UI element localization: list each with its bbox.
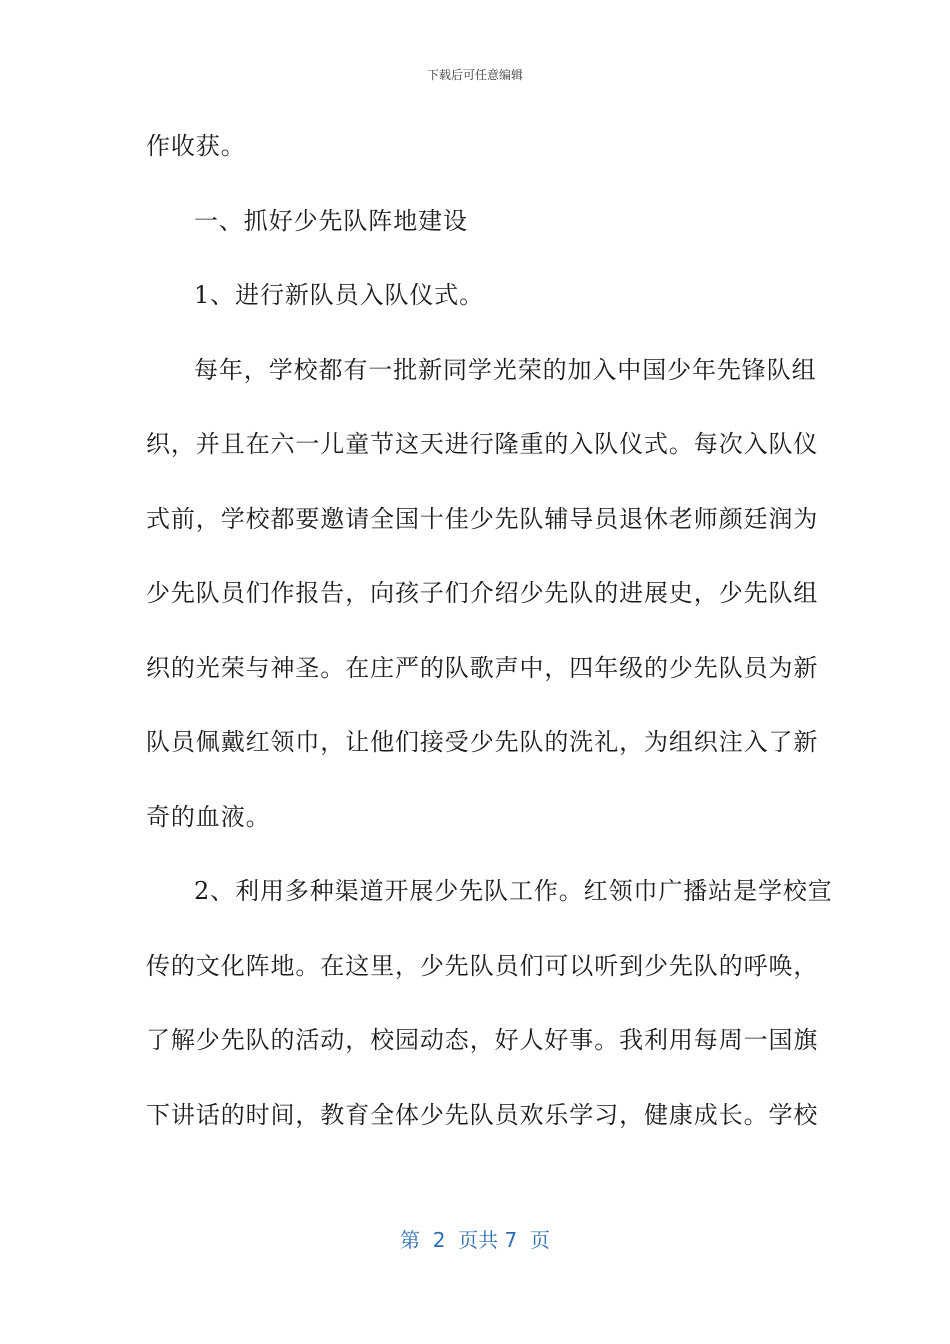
paragraph-line: 下讲话的时间，教育全体少先队员欢乐学习，健康成长。学校 [146, 1100, 819, 1129]
paragraph-line: 每年，学校都有一批新同学光荣的加入中国少年先锋队组 [194, 355, 817, 384]
page-number-footer: 第 2 页共 7 页 [400, 1228, 550, 1252]
paragraph-line: 2、利用多种渠道开展少先队工作。红领巾广播站是学校宣 [194, 877, 833, 905]
paragraph-line: 织，并且在六一儿童节这天进行隆重的入队仪式。每次入队仪 [146, 430, 819, 458]
page-header: 下载后可任意编辑 [426, 68, 523, 82]
subsection-heading: 1、进行新队员入队仪式。 [194, 281, 485, 309]
paragraph-line: 了解少先队的活动，校园动态，好人好事。我利用每周一国旗 [146, 1026, 819, 1054]
paragraph-line: 传的文化阵地。在这里，少先队员们可以听到少先队的呼唤， [146, 951, 819, 980]
paragraph-line: 队员佩戴红领巾，让他们接受少先队的洗礼，为组织注入了新 [146, 728, 819, 756]
paragraph-line: 少先队员们作报告，向孩子们介绍少先队的进展史，少先队组 [146, 579, 819, 607]
section-heading: 一、抓好少先队阵地建设 [194, 206, 468, 235]
paragraph-line: 织的光荣与神圣。在庄严的队歌声中，四年级的少先队员为新 [146, 653, 819, 682]
paragraph-line: 奇的血液。 [146, 802, 271, 831]
paragraph-line: 式前，学校都要邀请全国十佳少先队辅导员退休老师颜廷润为 [146, 504, 819, 533]
paragraph-line: 作收获。 [146, 132, 246, 160]
document-body [146, 124, 833, 1167]
